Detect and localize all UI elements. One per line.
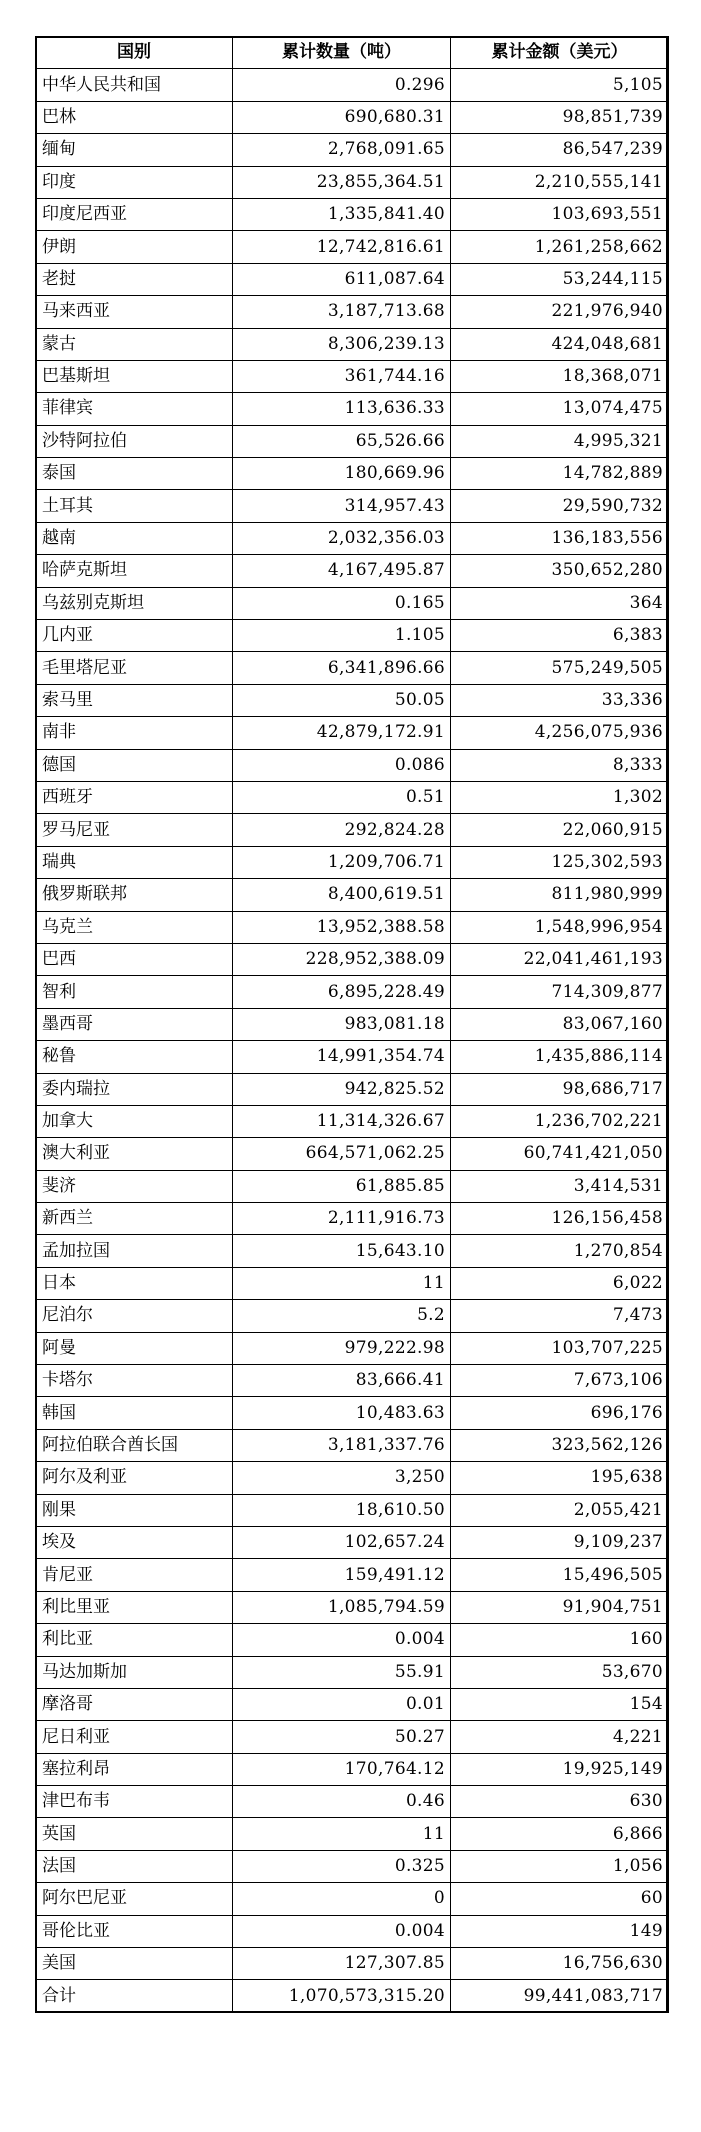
quantity-cell: 180,669.96 [233, 458, 451, 490]
amount-cell: 3,414,531 [451, 1170, 669, 1202]
country-cell: 韩国 [36, 1397, 233, 1429]
amount-cell: 9,109,237 [451, 1526, 669, 1558]
country-cell: 利比亚 [36, 1624, 233, 1656]
quantity-cell: 2,032,356.03 [233, 522, 451, 554]
quantity-cell: 61,885.85 [233, 1170, 451, 1202]
amount-cell: 15,496,505 [451, 1559, 669, 1591]
amount-cell: 4,256,075,936 [451, 717, 669, 749]
amount-cell: 6,383 [451, 620, 669, 652]
quantity-cell: 0.325 [233, 1850, 451, 1882]
table-row [36, 1559, 669, 1591]
country-cell: 印度 [36, 166, 233, 198]
quantity-cell: 1.105 [233, 620, 451, 652]
country-cell: 乌克兰 [36, 911, 233, 943]
country-cell: 墨西哥 [36, 1008, 233, 1040]
table-row [36, 134, 669, 166]
amount-cell: 1,056 [451, 1850, 669, 1882]
amount-cell: 149 [451, 1915, 669, 1947]
country-cell: 索马里 [36, 684, 233, 716]
country-cell: 秘鲁 [36, 1041, 233, 1073]
table-row [36, 1948, 669, 1980]
country-cell: 津巴布韦 [36, 1786, 233, 1818]
amount-cell: 1,270,854 [451, 1235, 669, 1267]
table-row [36, 1462, 669, 1494]
amount-cell: 630 [451, 1786, 669, 1818]
amount-cell: 2,210,555,141 [451, 166, 669, 198]
table-row [36, 1267, 669, 1299]
quantity-cell: 13,952,388.58 [233, 911, 451, 943]
quantity-cell: 0.51 [233, 781, 451, 813]
quantity-cell: 12,742,816.61 [233, 231, 451, 263]
quantity-cell: 0.165 [233, 587, 451, 619]
quantity-cell: 42,879,172.91 [233, 717, 451, 749]
amount-cell: 364 [451, 587, 669, 619]
table-row [36, 425, 669, 457]
table-row [36, 1041, 669, 1073]
table-row [36, 652, 669, 684]
quantity-cell: 361,744.16 [233, 360, 451, 392]
amount-cell: 98,851,739 [451, 101, 669, 133]
country-cell: 几内亚 [36, 620, 233, 652]
country-cell: 孟加拉国 [36, 1235, 233, 1267]
amount-cell: 5,105 [451, 69, 669, 101]
table-row [36, 846, 669, 878]
amount-cell: 160 [451, 1624, 669, 1656]
quantity-cell: 170,764.12 [233, 1753, 451, 1785]
table-row [36, 555, 669, 587]
quantity-cell: 0.004 [233, 1624, 451, 1656]
country-cell: 印度尼西亚 [36, 198, 233, 230]
table-row [36, 1526, 669, 1558]
country-cell: 巴林 [36, 101, 233, 133]
country-cell: 阿尔巴尼亚 [36, 1883, 233, 1915]
amount-cell: 1,302 [451, 781, 669, 813]
amount-cell: 350,652,280 [451, 555, 669, 587]
table-row [36, 717, 669, 749]
table-body [36, 69, 669, 2012]
country-cell: 伊朗 [36, 231, 233, 263]
quantity-cell: 0.086 [233, 749, 451, 781]
amount-cell: 86,547,239 [451, 134, 669, 166]
amount-cell: 19,925,149 [451, 1753, 669, 1785]
amount-cell: 83,067,160 [451, 1008, 669, 1040]
table-row [36, 231, 669, 263]
quantity-cell: 664,571,062.25 [233, 1138, 451, 1170]
country-cell: 蒙古 [36, 328, 233, 360]
amount-cell: 575,249,505 [451, 652, 669, 684]
amount-cell: 1,261,258,662 [451, 231, 669, 263]
quantity-cell: 979,222.98 [233, 1332, 451, 1364]
quantity-cell: 8,400,619.51 [233, 879, 451, 911]
amount-cell: 103,707,225 [451, 1332, 669, 1364]
country-cell: 阿曼 [36, 1332, 233, 1364]
table-row [36, 1105, 669, 1137]
amount-cell: 6,866 [451, 1818, 669, 1850]
quantity-cell: 1,209,706.71 [233, 846, 451, 878]
quantity-cell: 1,070,573,315.20 [233, 1980, 451, 2012]
country-cell: 合计 [36, 1980, 233, 2012]
table-row [36, 1138, 669, 1170]
quantity-cell: 314,957.43 [233, 490, 451, 522]
quantity-cell: 1,085,794.59 [233, 1591, 451, 1623]
table-row [36, 360, 669, 392]
quantity-cell: 14,991,354.74 [233, 1041, 451, 1073]
table-row [36, 1721, 669, 1753]
country-cell: 德国 [36, 749, 233, 781]
quantity-cell: 3,181,337.76 [233, 1429, 451, 1461]
amount-cell: 125,302,593 [451, 846, 669, 878]
table-row [36, 620, 669, 652]
table-row [36, 198, 669, 230]
table-row [36, 328, 669, 360]
table-row [36, 879, 669, 911]
quantity-cell: 6,895,228.49 [233, 976, 451, 1008]
country-cell: 毛里塔尼亚 [36, 652, 233, 684]
country-cell: 澳大利亚 [36, 1138, 233, 1170]
table-row [36, 1624, 669, 1656]
table-row [36, 911, 669, 943]
quantity-cell: 690,680.31 [233, 101, 451, 133]
amount-cell: 126,156,458 [451, 1203, 669, 1235]
amount-cell: 60,741,421,050 [451, 1138, 669, 1170]
quantity-cell: 11,314,326.67 [233, 1105, 451, 1137]
amount-cell: 154 [451, 1688, 669, 1720]
quantity-cell: 18,610.50 [233, 1494, 451, 1526]
amount-cell: 195,638 [451, 1462, 669, 1494]
table-row [36, 1850, 669, 1882]
table-row [36, 1915, 669, 1947]
header-row [36, 37, 669, 69]
quantity-cell: 0.46 [233, 1786, 451, 1818]
quantity-cell: 0.296 [233, 69, 451, 101]
country-cell: 美国 [36, 1948, 233, 1980]
quantity-cell: 0 [233, 1883, 451, 1915]
quantity-cell: 942,825.52 [233, 1073, 451, 1105]
quantity-cell: 611,087.64 [233, 263, 451, 295]
country-cell: 卡塔尔 [36, 1365, 233, 1397]
quantity-cell: 228,952,388.09 [233, 943, 451, 975]
amount-cell: 33,336 [451, 684, 669, 716]
country-cell: 法国 [36, 1850, 233, 1882]
country-cell: 瑞典 [36, 846, 233, 878]
amount-cell: 6,022 [451, 1267, 669, 1299]
amount-cell: 98,686,717 [451, 1073, 669, 1105]
amount-cell: 29,590,732 [451, 490, 669, 522]
table-row [36, 814, 669, 846]
quantity-cell: 0.004 [233, 1915, 451, 1947]
quantity-cell: 5.2 [233, 1300, 451, 1332]
table-row [36, 1008, 669, 1040]
table-row [36, 1203, 669, 1235]
table-row [36, 749, 669, 781]
amount-cell: 7,673,106 [451, 1365, 669, 1397]
quantity-cell: 983,081.18 [233, 1008, 451, 1040]
table-row [36, 1365, 669, 1397]
amount-cell: 16,756,630 [451, 1948, 669, 1980]
amount-cell: 53,670 [451, 1656, 669, 1688]
quantity-cell: 1,335,841.40 [233, 198, 451, 230]
amount-cell: 4,995,321 [451, 425, 669, 457]
quantity-cell: 4,167,495.87 [233, 555, 451, 587]
quantity-cell: 0.01 [233, 1688, 451, 1720]
table-row [36, 1429, 669, 1461]
table-row [36, 1883, 669, 1915]
quantity-cell: 23,855,364.51 [233, 166, 451, 198]
quantity-cell: 15,643.10 [233, 1235, 451, 1267]
amount-cell: 8,333 [451, 749, 669, 781]
country-cell: 哥伦比亚 [36, 1915, 233, 1947]
amount-cell: 811,980,999 [451, 879, 669, 911]
country-cell: 中华人民共和国 [36, 69, 233, 101]
amount-cell: 4,221 [451, 1721, 669, 1753]
table-row [36, 69, 669, 101]
table-row [36, 263, 669, 295]
amount-cell: 323,562,126 [451, 1429, 669, 1461]
amount-cell: 696,176 [451, 1397, 669, 1429]
quantity-cell: 3,250 [233, 1462, 451, 1494]
quantity-cell: 102,657.24 [233, 1526, 451, 1558]
table-row [36, 490, 669, 522]
quantity-cell: 11 [233, 1267, 451, 1299]
country-cell: 越南 [36, 522, 233, 554]
table-row [36, 1397, 669, 1429]
table-row [36, 1591, 669, 1623]
header-country: 国别 [36, 37, 233, 69]
country-cell: 摩洛哥 [36, 1688, 233, 1720]
quantity-cell: 11 [233, 1818, 451, 1850]
country-cell: 肯尼亚 [36, 1559, 233, 1591]
table-row [36, 296, 669, 328]
amount-cell: 18,368,071 [451, 360, 669, 392]
country-cell: 马达加斯加 [36, 1656, 233, 1688]
quantity-cell: 8,306,239.13 [233, 328, 451, 360]
amount-cell: 99,441,083,717 [451, 1980, 669, 2012]
amount-cell: 1,236,702,221 [451, 1105, 669, 1137]
country-cell: 利比里亚 [36, 1591, 233, 1623]
quantity-cell: 55.91 [233, 1656, 451, 1688]
country-cell: 加拿大 [36, 1105, 233, 1137]
table-row [36, 458, 669, 490]
table-row [36, 1073, 669, 1105]
quantity-cell: 50.05 [233, 684, 451, 716]
table-row [36, 166, 669, 198]
country-cell: 英国 [36, 1818, 233, 1850]
amount-cell: 103,693,551 [451, 198, 669, 230]
amount-cell: 14,782,889 [451, 458, 669, 490]
table-row [36, 1235, 669, 1267]
quantity-cell: 127,307.85 [233, 1948, 451, 1980]
table-row [36, 1170, 669, 1202]
table-row [36, 587, 669, 619]
total-row [36, 1980, 669, 2012]
header-amount: 累计金额（美元） [451, 37, 669, 69]
country-cell: 新西兰 [36, 1203, 233, 1235]
amount-cell: 136,183,556 [451, 522, 669, 554]
table-row [36, 1300, 669, 1332]
amount-cell: 53,244,115 [451, 263, 669, 295]
country-cell: 阿尔及利亚 [36, 1462, 233, 1494]
table-row [36, 522, 669, 554]
quantity-cell: 2,111,916.73 [233, 1203, 451, 1235]
country-cell: 南非 [36, 717, 233, 749]
quantity-cell: 50.27 [233, 1721, 451, 1753]
country-cell: 罗马尼亚 [36, 814, 233, 846]
country-cell: 哈萨克斯坦 [36, 555, 233, 587]
quantity-cell: 2,768,091.65 [233, 134, 451, 166]
quantity-cell: 3,187,713.68 [233, 296, 451, 328]
quantity-cell: 292,824.28 [233, 814, 451, 846]
country-cell: 乌兹别克斯坦 [36, 587, 233, 619]
amount-cell: 13,074,475 [451, 393, 669, 425]
table-row [36, 781, 669, 813]
table-row [36, 1494, 669, 1526]
country-cell: 老挝 [36, 263, 233, 295]
quantity-cell: 6,341,896.66 [233, 652, 451, 684]
country-cell: 刚果 [36, 1494, 233, 1526]
country-cell: 智利 [36, 976, 233, 1008]
amount-cell: 7,473 [451, 1300, 669, 1332]
amount-cell: 714,309,877 [451, 976, 669, 1008]
table-row [36, 393, 669, 425]
amount-cell: 424,048,681 [451, 328, 669, 360]
table-row [36, 1656, 669, 1688]
country-cell: 缅甸 [36, 134, 233, 166]
country-cell: 沙特阿拉伯 [36, 425, 233, 457]
amount-cell: 2,055,421 [451, 1494, 669, 1526]
country-cell: 马来西亚 [36, 296, 233, 328]
amount-cell: 91,904,751 [451, 1591, 669, 1623]
quantity-cell: 65,526.66 [233, 425, 451, 457]
country-cell: 巴西 [36, 943, 233, 975]
country-cell: 尼泊尔 [36, 1300, 233, 1332]
amount-cell: 1,435,886,114 [451, 1041, 669, 1073]
table-row [36, 943, 669, 975]
country-cell: 尼日利亚 [36, 1721, 233, 1753]
table-row [36, 1786, 669, 1818]
country-cell: 西班牙 [36, 781, 233, 813]
table-row [36, 1332, 669, 1364]
amount-cell: 22,060,915 [451, 814, 669, 846]
country-cell: 埃及 [36, 1526, 233, 1558]
country-cell: 泰国 [36, 458, 233, 490]
amount-cell: 221,976,940 [451, 296, 669, 328]
amount-cell: 22,041,461,193 [451, 943, 669, 975]
header-quantity: 累计数量（吨） [233, 37, 451, 69]
country-cell: 斐济 [36, 1170, 233, 1202]
quantity-cell: 83,666.41 [233, 1365, 451, 1397]
table-row [36, 1818, 669, 1850]
table-row [36, 1753, 669, 1785]
amount-cell: 60 [451, 1883, 669, 1915]
country-cell: 俄罗斯联邦 [36, 879, 233, 911]
country-cell: 委内瑞拉 [36, 1073, 233, 1105]
table-row [36, 684, 669, 716]
table-row [36, 976, 669, 1008]
country-cell: 塞拉利昂 [36, 1753, 233, 1785]
quantity-cell: 113,636.33 [233, 393, 451, 425]
country-cell: 土耳其 [36, 490, 233, 522]
import-statistics-table [35, 36, 669, 2013]
quantity-cell: 10,483.63 [233, 1397, 451, 1429]
country-cell: 巴基斯坦 [36, 360, 233, 392]
table-row [36, 1688, 669, 1720]
country-cell: 菲律宾 [36, 393, 233, 425]
table-row [36, 101, 669, 133]
quantity-cell: 159,491.12 [233, 1559, 451, 1591]
amount-cell: 1,548,996,954 [451, 911, 669, 943]
country-cell: 阿拉伯联合酋长国 [36, 1429, 233, 1461]
country-cell: 日本 [36, 1267, 233, 1299]
